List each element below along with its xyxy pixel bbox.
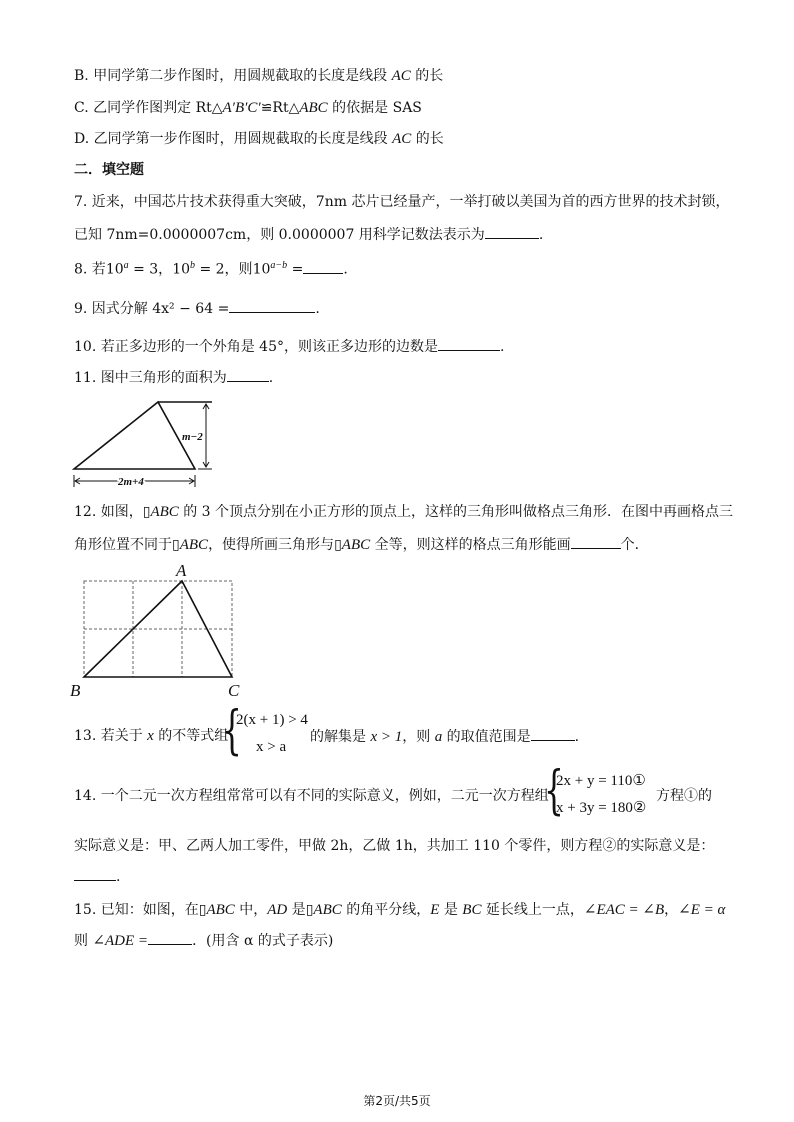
question-14-line-2: 实际意义是：甲、乙两人加工零件，甲做 2h，乙做 1h，共加工 110 个零件，则方程②的实际意义是： [74,838,715,854]
question-14-line-1: 14. 一个二元一次方程组常常可以有不同的实际意义，例如，二元一次方程组 [74,788,549,804]
question-11: 11. 图中三角形的面积为 . [74,367,273,388]
vertex-label-a: A [176,561,187,580]
system-brace: { [544,761,564,821]
equation-1: 2x + y = 110① [556,773,646,789]
question-12-line-1: 12. 如图，▯ABC 的 3 个顶点分别在小正方形的顶点上，这样的三角形叫做格点三角形．在图中再画格点三 [74,504,734,520]
question-10: 10. 若正多边形的一个外角是 45°，则该正多边形的边数是 . [74,336,504,357]
answer-blank[interactable] [531,726,575,741]
height-label: m−2 [182,431,203,443]
answer-blank[interactable] [148,930,192,945]
question-14-line-3: . [74,866,120,887]
triangle-shape [74,402,195,469]
answer-blank[interactable] [74,866,116,881]
answer-blank[interactable] [227,367,269,382]
question-13-suffix: 的解集是 x > 1，则 a 的取值范围是 . [310,726,579,747]
question-9: 9. 因式分解 4x² − 64 = . [74,298,320,319]
question-7-line-1: 7. 近来，中国芯片技术获得重大突破，7nm 芯片已经量产，一举打破以美国为首的西方世界的技术封锁， [74,194,730,210]
triangle-area-figure [70,395,230,495]
question-7-line-2: 已知 7nm=0.0000007cm，则 0.0000007 用科学记数法表示为 . [74,224,543,245]
equation-2: x + 3y = 180② [556,800,647,816]
question-15-line-1: 15. 已知：如图，在▯ABC 中，AD 是▯ABC 的角平分线，E 是 BC 延长线上一点，∠EAC = ∠B，∠E = α [74,902,726,918]
option-d: D. 乙同学第一步作图时，用圆规截取的长度是线段 AC 的长 [74,131,444,147]
question-15-line-2: 则 ∠ADE = ．(用含 α 的式子表示) [74,930,333,951]
question-8: 8. 若$10^a = 3$，$10^b = 2$，则$10^{a-b}$ = . [74,260,348,278]
question-14-line-1-end: 方程①的 [656,788,712,804]
vertex-label-c: C [228,681,240,700]
inequality-1: 2(x + 1) > 4 [236,712,308,728]
grid-triangle-figure [68,560,258,700]
answer-blank[interactable] [229,298,315,313]
base-label: 2m+4 [118,476,144,488]
section-title: 二．填空题 [74,162,144,178]
question-12-line-2: 角形位置不同于▯ABC，使得所画三角形与▯ABC 全等，则这样的格点三角形能画 个． [74,534,649,555]
question-13-prefix: 13. 若关于 x 的不等式组 [74,728,229,744]
answer-blank[interactable] [485,224,539,239]
answer-blank[interactable] [438,336,500,351]
answer-blank[interactable] [571,534,621,549]
page-footer: 第2页/共5页 [363,1094,431,1108]
option-b: B. 甲同学第二步作图时，用圆规截取的长度是线段 AC 的长 [74,68,444,84]
system-brace: { [222,701,242,761]
answer-blank[interactable] [303,259,343,274]
vertex-label-b: B [70,681,81,700]
inequality-2: x > a [256,739,287,755]
option-c: C. 乙同学作图判定 Rt△A′B′C′≌Rt△ABC 的依据是 SAS [74,100,422,116]
